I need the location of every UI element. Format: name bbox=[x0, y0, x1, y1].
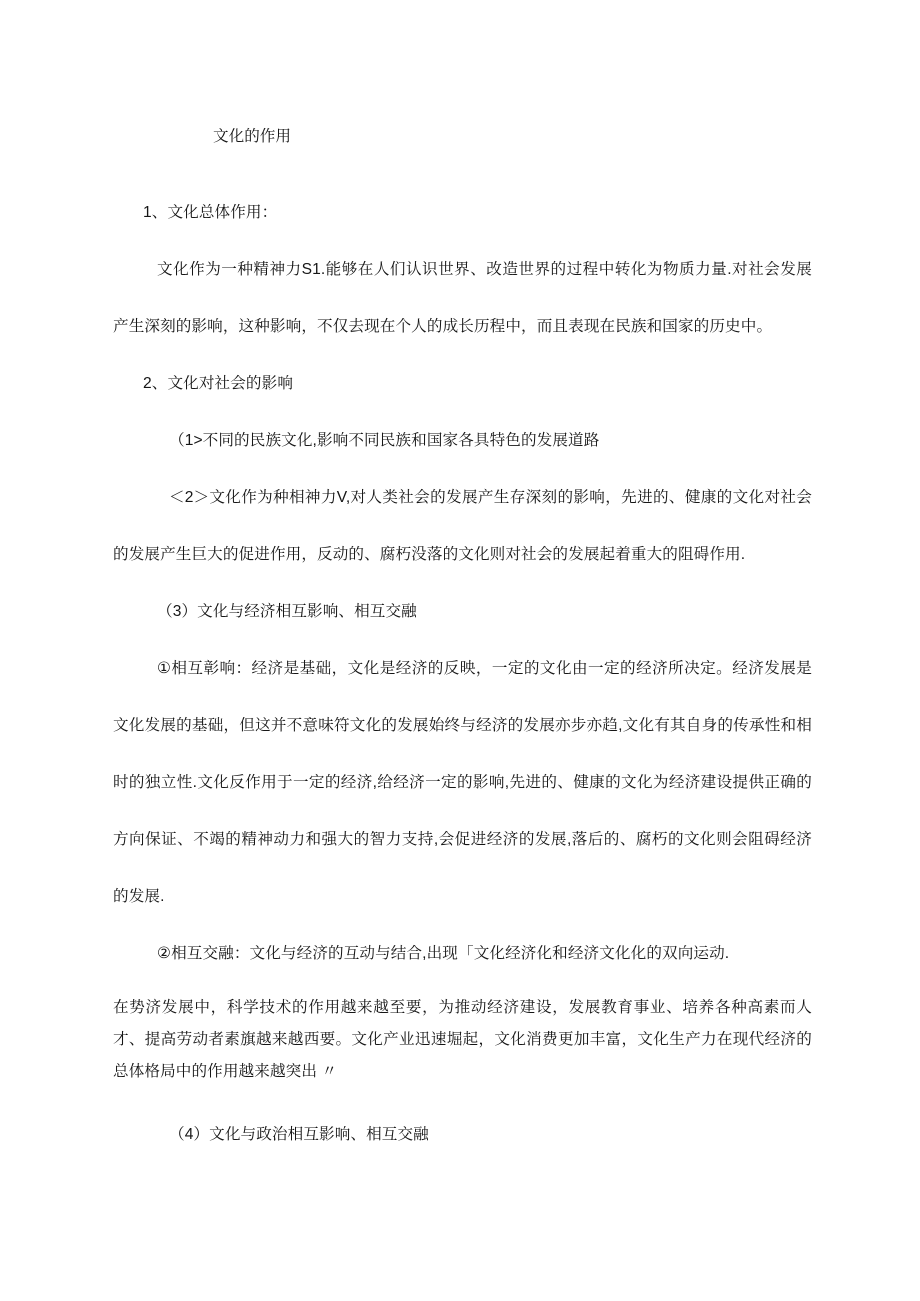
section-1-body: 文化作为一种精神力S1.能够在人们认识世界、改造世界的过程中转化为物质力量.对社会发展产生深刻的影响，这种影响，不仅去现在个人的成长历程中，而且表现在民族和国家的历史中。 bbox=[113, 261, 812, 335]
section-2-item-3-a: ①相互彰响：经济是基础，文化是经济的反映，一定的文化由一定的经济所决定。经济发展是文化发展的基础，但这并不意味符文化的发展始终与经济的发展亦步亦趋,文化有其自身的传承性和相时的独立性.文化反作用于一定的经济,给经济一定的影响,先进的、健康的文化为经济建设提供正确的方向保证、不竭的精神动力和强大的智力支持,会促进经济的发展,落后的、腐朽的文化则会阻碍经济的发展. bbox=[113, 660, 812, 905]
document-body bbox=[113, 0, 812, 1163]
section-2-item-1: （1>不同的民族文化,影响不同民族和国家各具特色的发展道路 bbox=[169, 432, 600, 449]
page-title: 文化的作用 bbox=[213, 128, 291, 145]
section-2-item-3-b-continued: 在势济发展中，科学技术的作用越来越至要，为推动经济建设，发展教育事业、培养各种高素而人才、提高劳动者素旗越来越西要。文化产业迅速堀起，文化消费更加丰富，文化生产力在现代经济的总体格局中的作用越来越突出 〃 bbox=[113, 999, 812, 1080]
section-1-heading: 1、文化总体作用： bbox=[143, 204, 278, 221]
section-2-item-2: ＜2＞文化作为种相神力V,对人类社会的发展产生存深刻的影响，先进的、健康的文化对社会的发展产生巨大的促进作用，反动的、腐朽没落的文化则对社会的发展起着重大的阻碍作用. bbox=[113, 489, 812, 563]
closing-spacer bbox=[113, 1088, 812, 1106]
dense-block-spacer bbox=[113, 982, 812, 992]
section-2-heading: 2、文化对社会的影响 bbox=[143, 375, 294, 392]
section-2-item-4-heading: （4）文化与政治相互影响、相互交融 bbox=[169, 1126, 429, 1143]
section-2-item-3-b: ②相互交融：文化与经济的互动与结合,出现「文化经济化和经济文化化的双向运动. bbox=[157, 945, 730, 962]
title-spacer bbox=[113, 148, 812, 184]
section-2-item-3-heading: （3）文化与经济相互影响、相互交融 bbox=[157, 603, 417, 620]
